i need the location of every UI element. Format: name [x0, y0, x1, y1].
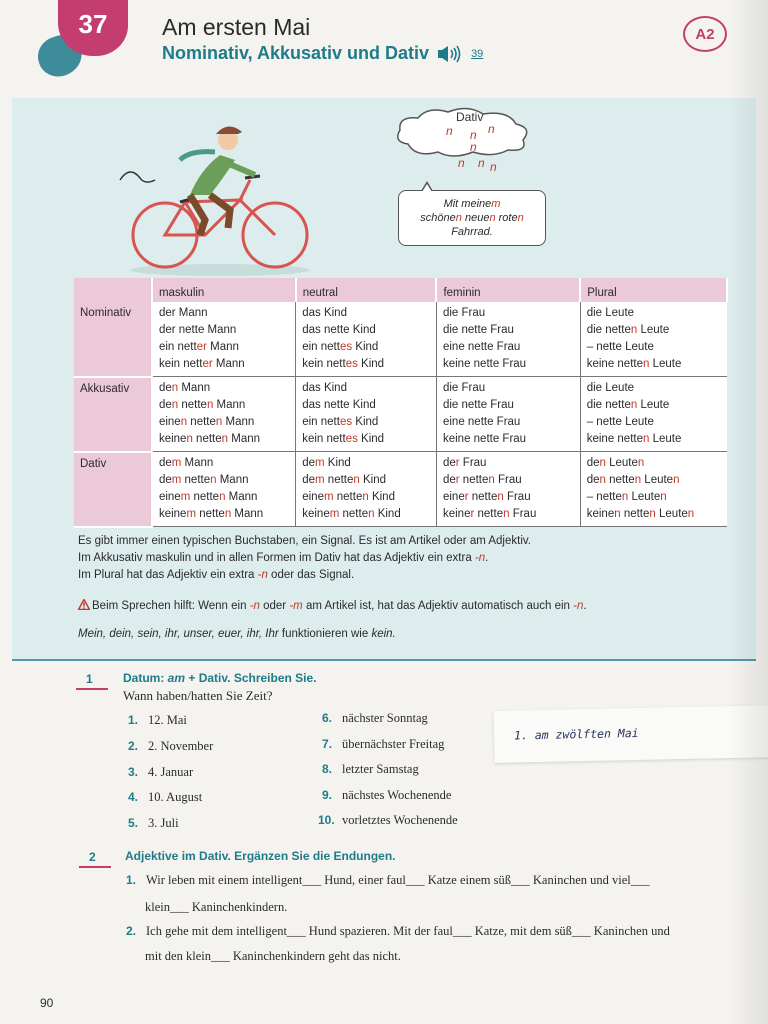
- declension-form: ein nettes Kind: [302, 416, 379, 428]
- cloud-letter: n: [490, 160, 497, 174]
- declension-form: keinen netten Mann: [158, 433, 261, 445]
- exercise-1-number: 1: [86, 672, 93, 686]
- rule-line-3: Im Plural hat das Adjektiv ein extra -n oder das Signal.: [78, 569, 355, 581]
- declension-form: die nette Frau: [442, 324, 514, 336]
- speech-bubble: [398, 190, 546, 246]
- unit-number: 37: [78, 9, 108, 39]
- exercise-2-underline: [79, 866, 111, 868]
- exercise-1-item: 7. übernächster Freitag: [322, 737, 445, 751]
- warning-icon: [78, 599, 90, 610]
- exercise-1-item: 8. letzter Samstag: [322, 762, 419, 776]
- declension-form: keinem netten Mann: [158, 508, 264, 520]
- case-label: Nominativ: [74, 302, 152, 377]
- speech-line-2: schönen neuen roten: [420, 212, 524, 224]
- declension-form: dem Mann: [158, 457, 214, 469]
- table-corner: [74, 278, 152, 302]
- exercise-1-item: 9. nächstes Wochenende: [322, 788, 452, 802]
- declension-form: das nette Kind: [302, 324, 376, 336]
- audio-track-number[interactable]: 39: [471, 47, 484, 60]
- declension-form: der netten Frau: [442, 474, 522, 486]
- exercise-1-instruction: Wann haben/hatten Sie Zeit?: [123, 688, 273, 703]
- declension-form: – nette Leute: [586, 341, 654, 353]
- exercise-1-item: 10. vorletztes Wochenende: [318, 813, 458, 827]
- grammar-box-divider: [12, 659, 756, 661]
- table-cell: [580, 302, 727, 377]
- possessive-note: Mein, dein, sein, ihr, unser, euer, ihr, Ihr funktionieren wie kein.: [78, 628, 396, 640]
- declension-form: keine netten Leute: [586, 358, 682, 370]
- declension-form: das nette Kind: [302, 399, 376, 411]
- table-row: [74, 377, 727, 452]
- column-header: feminin: [436, 278, 580, 302]
- declension-form: eine nette Frau: [442, 416, 521, 428]
- declension-form: die Frau: [442, 307, 486, 319]
- declension-form: die Leute: [586, 382, 635, 394]
- declension-form: den netten Leuten: [586, 474, 680, 486]
- exercise-1-item: 4. 10. August: [128, 790, 203, 804]
- table-cell: [296, 377, 437, 452]
- exercise-2-item-continuation: klein___ Kaninchenkindern.: [145, 900, 288, 914]
- table-cell: [152, 377, 296, 452]
- declension-form: den Mann: [158, 382, 211, 394]
- declension-form: die Leute: [586, 307, 635, 319]
- table-cell: [152, 302, 296, 377]
- column-header: neutral: [296, 278, 437, 302]
- exercise-1-title: Datum: am + Dativ. Schreiben Sie.: [123, 671, 317, 685]
- cloud-letter: n: [478, 156, 485, 170]
- table-cell: [436, 377, 580, 452]
- cloud-letter: n: [488, 122, 495, 136]
- page-number: 90: [40, 996, 54, 1010]
- declension-form: keine nette Frau: [442, 358, 527, 370]
- declension-form: das Kind: [302, 382, 347, 394]
- declension-form: ein nettes Kind: [302, 341, 379, 353]
- handwritten-answer-note[interactable]: [493, 705, 768, 763]
- cloud-letter: n: [470, 128, 477, 142]
- speech-line-1: Mit meinem: [443, 198, 501, 210]
- table-cell: [436, 302, 580, 377]
- declension-form: das Kind: [302, 307, 347, 319]
- declension-form: keiner netten Frau: [442, 508, 537, 520]
- column-header: maskulin: [152, 278, 296, 302]
- exercise-1-item: 2. 2. November: [128, 739, 214, 753]
- table-cell: [436, 452, 580, 527]
- declension-form: keinem netten Kind: [302, 508, 401, 520]
- declension-form: kein nettes Kind: [302, 433, 385, 445]
- declension-form: einem netten Kind: [302, 491, 395, 503]
- cloud-label: Dativ: [456, 110, 484, 124]
- declension-form: die Frau: [442, 382, 486, 394]
- cloud-letter: n: [470, 140, 477, 154]
- case-label: Akkusativ: [74, 377, 152, 452]
- declension-form: kein netter Mann: [158, 358, 245, 370]
- exercise-2-title: Adjektive im Dativ. Ergänzen Sie die Endungen.: [125, 849, 396, 863]
- declension-form: dem netten Kind: [302, 474, 387, 486]
- page-title: Am ersten Mai: [162, 14, 311, 40]
- declension-form: den netten Mann: [158, 399, 246, 411]
- exercise-1-item: 3. 4. Januar: [128, 765, 194, 779]
- table-cell: [296, 452, 437, 527]
- declension-form: einen netten Mann: [158, 416, 255, 428]
- table-cell: [296, 302, 437, 377]
- cloud-letter: n: [446, 124, 453, 138]
- exercise-1-underline: [76, 688, 108, 690]
- declension-form: der Frau: [442, 457, 487, 469]
- level-badge: A2: [683, 16, 727, 52]
- declension-form: die netten Leute: [586, 399, 670, 411]
- table-header-row: [74, 278, 727, 302]
- table-cell: [152, 452, 296, 527]
- declension-form: einer netten Frau: [442, 491, 531, 503]
- cloud-letter: n: [458, 156, 465, 170]
- declension-form: den Leuten: [586, 457, 645, 469]
- table-cell: [580, 452, 727, 527]
- rule-line-2: Im Akkusativ maskulin und in allen Formen im Dativ hat das Adjektiv ein extra -n.: [78, 552, 489, 564]
- declension-form: der nette Mann: [158, 324, 237, 336]
- exercise-2-item: 2. Ich gehe mit dem intelligent___ Hund spazieren. Mit der faul___ Katze, mit dem süß___ Kaninchen und: [126, 924, 670, 938]
- answer-text: 1. am zwölften Mai: [513, 725, 639, 743]
- table-cell: [580, 377, 727, 452]
- speech-line-3: Fahrrad.: [451, 226, 493, 238]
- exercise-1-item: 5. 3. Juli: [128, 816, 179, 830]
- declension-form: kein nettes Kind: [302, 358, 385, 370]
- exercise-1-item: 1. 12. Mai: [128, 713, 187, 727]
- declension-form: der Mann: [158, 307, 208, 319]
- table-row: [74, 452, 727, 527]
- exercise-2-item-continuation: mit den klein___ Kaninchenkindern geht das nicht.: [145, 949, 401, 963]
- speaking-hint: Beim Sprechen hilft: Wenn ein -n oder -m am Artikel ist, hat das Adjektiv automatisch auch ein -n.: [78, 598, 738, 615]
- declension-form: dem Kind: [302, 457, 351, 469]
- column-header: Plural: [580, 278, 727, 302]
- declension-form: keine nette Frau: [442, 433, 527, 445]
- declension-form: keinen netten Leuten: [586, 508, 695, 520]
- declension-form: die netten Leute: [586, 324, 670, 336]
- declension-form: die nette Frau: [442, 399, 514, 411]
- declension-form: – nette Leute: [586, 416, 654, 428]
- exercise-2-number: 2: [89, 850, 96, 864]
- declension-form: eine nette Frau: [442, 341, 521, 353]
- exercise-2-item: 1. Wir leben mit einem intelligent___ Hund, einer faul___ Katze einem süß___ Kaninchen und viel___: [126, 873, 650, 887]
- exercise-1-item: 6. nächster Sonntag: [322, 711, 428, 725]
- declension-form: dem netten Mann: [158, 474, 249, 486]
- declension-form: einem netten Mann: [158, 491, 258, 503]
- declension-table: [74, 278, 728, 528]
- speaker-icon[interactable]: [437, 45, 463, 63]
- cyclist-illustration: [110, 110, 320, 280]
- case-label: Dativ: [74, 452, 152, 527]
- subtitle-text: Nominativ, Akkusativ und Dativ: [162, 43, 430, 63]
- table-row: [74, 302, 727, 377]
- rule-line-1: Es gibt immer einen typischen Buchstaben, ein Signal. Es ist am Artikel oder am Adjektiv.: [78, 535, 531, 547]
- declension-form: ein netter Mann: [158, 341, 239, 353]
- declension-form: – netten Leuten: [586, 491, 667, 503]
- declension-form: keine netten Leute: [586, 433, 682, 445]
- page-subtitle: [162, 43, 483, 64]
